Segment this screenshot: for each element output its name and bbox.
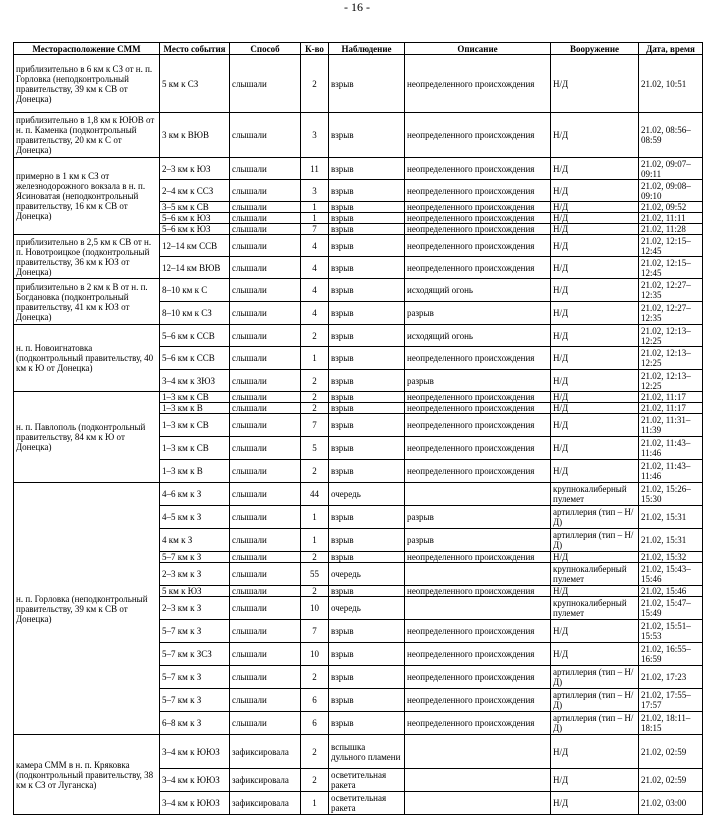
cell-place: 1–3 км к СВ (160, 437, 230, 460)
cell-datetime: 21.02, 15:26–15:30 (639, 483, 703, 506)
cell-place: 4–6 км к З (160, 483, 230, 506)
cell-weapon: артиллерия (тип – Н/Д) (551, 506, 639, 529)
cell-count: 10 (301, 597, 329, 620)
cell-observation: взрыв (329, 643, 405, 666)
cell-weapon: Н/Д (551, 643, 639, 666)
cell-description (405, 735, 551, 769)
cell-observation: взрыв (329, 666, 405, 689)
cell-method: слышали (230, 666, 301, 689)
col-header-datetime: Дата, время (639, 43, 703, 55)
cell-count: 55 (301, 563, 329, 586)
cell-weapon: артиллерия (тип – Н/Д) (551, 529, 639, 552)
cell-weapon: крупнокалиберный пулемет (551, 483, 639, 506)
cell-description: неопределенного происхождения (405, 414, 551, 437)
cell-weapon: Н/Д (551, 370, 639, 392)
table-row (14, 392, 703, 403)
cell-count: 7 (301, 414, 329, 437)
cell-place: 3–4 км к ЮЮЗ (160, 735, 230, 769)
cell-weapon: Н/Д (551, 113, 639, 158)
cell-count: 2 (301, 552, 329, 563)
cell-place: 5 км к СЗ (160, 55, 230, 113)
cell-description: разрыв (405, 506, 551, 529)
cell-place: 5–6 км к ЮЗ (160, 224, 230, 235)
cell-datetime: 21.02, 12:15–12:45 (639, 235, 703, 257)
cell-count: 2 (301, 586, 329, 597)
cell-method: слышали (230, 643, 301, 666)
cell-observation: взрыв (329, 235, 405, 257)
cell-place: 5–6 км к ССВ (160, 325, 230, 347)
cell-method: зафиксировала (230, 735, 301, 769)
cell-datetime: 21.02, 11:17 (639, 403, 703, 414)
cell-datetime: 21.02, 08:56–08:59 (639, 113, 703, 158)
table-row (14, 325, 703, 347)
cell-description: неопределенного происхождения (405, 437, 551, 460)
cell-description (405, 483, 551, 506)
cell-method: слышали (230, 597, 301, 620)
cell-method: слышали (230, 552, 301, 563)
cell-weapon: артиллерия (тип – Н/Д) (551, 712, 639, 735)
cell-weapon: Н/Д (551, 460, 639, 483)
cell-datetime: 21.02, 02:59 (639, 735, 703, 769)
cell-datetime: 21.02, 11:43–11:46 (639, 460, 703, 483)
cell-observation: очередь (329, 483, 405, 506)
cell-count: 3 (301, 180, 329, 202)
cell-method: слышали (230, 437, 301, 460)
cell-observation: взрыв (329, 180, 405, 202)
cell-place: 8–10 км к С (160, 279, 230, 302)
cell-place: 12–14 км ССВ (160, 235, 230, 257)
col-header-observation: Наблюдение (329, 43, 405, 55)
cell-description: неопределенного происхождения (405, 180, 551, 202)
cell-place: 6–8 км к З (160, 712, 230, 735)
cell-datetime: 21.02, 09:07–09:11 (639, 158, 703, 180)
cell-datetime: 21.02, 02:59 (639, 769, 703, 792)
cell-location: н. п. Горловка (неподконтрольный правительству, 39 км к СВ от Донецка) (14, 483, 160, 735)
cell-location: приблизительно в 6 км к СЗ от н. п. Горловка (неподконтрольный правительству, 39 км к СВ от Донецка) (14, 55, 160, 113)
cell-method: слышали (230, 279, 301, 302)
cell-datetime: 21.02, 12:13–12:25 (639, 325, 703, 347)
cell-place: 3–4 км к ЮЮЗ (160, 769, 230, 792)
cell-place: 5 км к ЮЗ (160, 586, 230, 597)
cell-place: 4 км к З (160, 529, 230, 552)
cell-count: 44 (301, 483, 329, 506)
cell-observation: очередь (329, 563, 405, 586)
cell-place: 2–4 км к ССЗ (160, 180, 230, 202)
cell-observation: вспышка дульного пламени (329, 735, 405, 769)
cell-method: зафиксировала (230, 769, 301, 792)
cell-place: 5–7 км к З (160, 620, 230, 643)
col-header-place: Место события (160, 43, 230, 55)
cell-description: разрыв (405, 302, 551, 325)
cell-location: н. п. Павлополь (подконтрольный правительству, 84 км к Ю от Донецка) (14, 392, 160, 483)
cell-description: неопределенного происхождения (405, 689, 551, 712)
cell-method: слышали (230, 563, 301, 586)
cell-datetime: 21.02, 16:55–16:59 (639, 643, 703, 666)
cell-description: неопределенного происхождения (405, 158, 551, 180)
cell-observation: взрыв (329, 213, 405, 224)
cell-description: неопределенного происхождения (405, 202, 551, 213)
cell-place: 1–3 км к В (160, 403, 230, 414)
cell-method: слышали (230, 325, 301, 347)
cell-description: неопределенного происхождения (405, 392, 551, 403)
cell-description: неопределенного происхождения (405, 666, 551, 689)
cell-count: 2 (301, 769, 329, 792)
cell-method: слышали (230, 529, 301, 552)
cell-datetime: 21.02, 12:27–12:35 (639, 302, 703, 325)
cell-count: 2 (301, 666, 329, 689)
cell-count: 1 (301, 202, 329, 213)
cell-method: слышали (230, 712, 301, 735)
cell-weapon: Н/Д (551, 437, 639, 460)
cell-count: 10 (301, 643, 329, 666)
cell-description (405, 563, 551, 586)
cell-weapon: Н/Д (551, 735, 639, 769)
cell-observation: очередь (329, 597, 405, 620)
cell-observation: взрыв (329, 552, 405, 563)
cell-method: слышали (230, 302, 301, 325)
cell-count: 2 (301, 392, 329, 403)
cell-method: слышали (230, 213, 301, 224)
cell-weapon: Н/Д (551, 552, 639, 563)
cell-description: неопределенного происхождения (405, 235, 551, 257)
cell-description: разрыв (405, 529, 551, 552)
cell-weapon: Н/Д (551, 279, 639, 302)
cell-place: 4–5 км к З (160, 506, 230, 529)
cell-count: 1 (301, 213, 329, 224)
cell-weapon: Н/Д (551, 235, 639, 257)
cell-description: неопределенного происхождения (405, 586, 551, 597)
cell-observation: взрыв (329, 392, 405, 403)
cell-place: 3 км к ВЮВ (160, 113, 230, 158)
cell-weapon: крупнокалиберный пулемет (551, 563, 639, 586)
cell-observation: взрыв (329, 620, 405, 643)
cell-datetime: 21.02, 03:00 (639, 792, 703, 815)
cell-place: 5–6 км к ЮЗ (160, 213, 230, 224)
cell-observation: взрыв (329, 437, 405, 460)
cell-description: неопределенного происхождения (405, 113, 551, 158)
cell-count: 1 (301, 347, 329, 370)
cell-datetime: 21.02, 17:23 (639, 666, 703, 689)
table-body (14, 55, 703, 815)
cell-observation: взрыв (329, 460, 405, 483)
cell-description: неопределенного происхождения (405, 643, 551, 666)
cell-place: 5–7 км к ЗСЗ (160, 643, 230, 666)
cell-observation: взрыв (329, 586, 405, 597)
cell-datetime: 21.02, 12:27–12:35 (639, 279, 703, 302)
col-header-location: Месторасположение СММ (14, 43, 160, 55)
cell-description: неопределенного происхождения (405, 257, 551, 279)
cell-observation: взрыв (329, 55, 405, 113)
cell-place: 1–3 км к СВ (160, 392, 230, 403)
cell-method: слышали (230, 370, 301, 392)
cell-count: 6 (301, 689, 329, 712)
cell-method: слышали (230, 483, 301, 506)
table-row (14, 113, 703, 158)
col-header-method: Способ (230, 43, 301, 55)
col-header-description: Описание (405, 43, 551, 55)
cell-observation: взрыв (329, 403, 405, 414)
cell-observation: взрыв (329, 370, 405, 392)
cell-datetime: 21.02, 10:51 (639, 55, 703, 113)
table-row (14, 279, 703, 302)
cell-method: слышали (230, 158, 301, 180)
cell-description: неопределенного происхождения (405, 403, 551, 414)
cell-place: 2–3 км к З (160, 563, 230, 586)
cell-weapon: Н/Д (551, 620, 639, 643)
cell-description: неопределенного происхождения (405, 224, 551, 235)
table-header-row (14, 43, 703, 55)
cell-description: исходящий огонь (405, 279, 551, 302)
cell-observation: взрыв (329, 689, 405, 712)
cell-description: разрыв (405, 370, 551, 392)
table-row (14, 483, 703, 506)
cell-count: 7 (301, 620, 329, 643)
cell-observation: взрыв (329, 257, 405, 279)
cell-observation: осветительная ракета (329, 792, 405, 815)
cell-place: 12–14 км ВЮВ (160, 257, 230, 279)
cell-datetime: 21.02, 15:47–15:49 (639, 597, 703, 620)
table-row (14, 158, 703, 180)
cell-datetime: 21.02, 15:51–15:53 (639, 620, 703, 643)
cell-observation: взрыв (329, 529, 405, 552)
cell-location: примерно в 1 км к СЗ от железнодорожного вокзала в н. п. Ясиноватая (неподконтрольный правительству, 16 км к СВ от Донецка) (14, 158, 160, 235)
cell-weapon: Н/Д (551, 180, 639, 202)
cell-place: 5–7 км к З (160, 689, 230, 712)
cell-method: слышали (230, 392, 301, 403)
cell-datetime: 21.02, 15:46 (639, 586, 703, 597)
cell-method: слышали (230, 224, 301, 235)
cell-method: слышали (230, 347, 301, 370)
cell-description: неопределенного происхождения (405, 552, 551, 563)
cell-observation: взрыв (329, 279, 405, 302)
cell-place: 1–3 км к В (160, 460, 230, 483)
cell-place: 2–3 км к З (160, 597, 230, 620)
cell-location: приблизительно в 1,8 км к ЮЮВ от н. п. Каменка (подконтрольный правительству, 20 км к С от Донецка) (14, 113, 160, 158)
cell-weapon: Н/Д (551, 392, 639, 403)
cell-count: 2 (301, 403, 329, 414)
cell-method: слышали (230, 257, 301, 279)
cell-count: 5 (301, 437, 329, 460)
cell-place: 3–5 км к СВ (160, 202, 230, 213)
cell-place: 3–4 км к ЮЮЗ (160, 792, 230, 815)
cell-method: слышали (230, 180, 301, 202)
cell-weapon: Н/Д (551, 769, 639, 792)
cell-count: 2 (301, 370, 329, 392)
cell-location: приблизительно в 2,5 км к СВ от н. п. Новотроицкое (подконтрольный правительству, 36 км к ЮЗ от Донецка) (14, 235, 160, 279)
cell-count: 1 (301, 529, 329, 552)
cell-datetime: 21.02, 11:11 (639, 213, 703, 224)
cell-observation: взрыв (329, 325, 405, 347)
cell-weapon: Н/Д (551, 414, 639, 437)
cell-method: слышали (230, 403, 301, 414)
cell-count: 4 (301, 302, 329, 325)
cell-datetime: 21.02, 12:13–12:25 (639, 370, 703, 392)
cell-datetime: 21.02, 18:11–18:15 (639, 712, 703, 735)
cell-description: неопределенного происхождения (405, 460, 551, 483)
table-row (14, 55, 703, 113)
cell-place: 5–7 км к З (160, 666, 230, 689)
cell-weapon: Н/Д (551, 202, 639, 213)
cell-weapon: Н/Д (551, 213, 639, 224)
cell-observation: взрыв (329, 414, 405, 437)
cell-count: 4 (301, 257, 329, 279)
cell-weapon: Н/Д (551, 325, 639, 347)
cell-description: неопределенного происхождения (405, 347, 551, 370)
cell-observation: взрыв (329, 202, 405, 213)
cell-weapon: Н/Д (551, 586, 639, 597)
cell-place: 1–3 км к СВ (160, 414, 230, 437)
cell-count: 11 (301, 158, 329, 180)
cell-observation: взрыв (329, 158, 405, 180)
cell-weapon: Н/Д (551, 302, 639, 325)
cell-weapon: Н/Д (551, 158, 639, 180)
table-row (14, 235, 703, 257)
cell-place: 5–6 км к ССВ (160, 347, 230, 370)
cell-count: 2 (301, 55, 329, 113)
cell-datetime: 21.02, 12:15–12:45 (639, 257, 703, 279)
cell-count: 2 (301, 325, 329, 347)
cell-weapon: артиллерия (тип – Н/Д) (551, 666, 639, 689)
cell-method: слышали (230, 113, 301, 158)
cell-datetime: 21.02, 15:31 (639, 529, 703, 552)
cell-weapon: крупнокалиберный пулемет (551, 597, 639, 620)
cell-method: слышали (230, 506, 301, 529)
cell-datetime: 21.02, 17:55–17:57 (639, 689, 703, 712)
cell-observation: взрыв (329, 347, 405, 370)
cell-datetime: 21.02, 12:13–12:25 (639, 347, 703, 370)
cell-place: 5–7 км к З (160, 552, 230, 563)
cell-location: приблизительно в 2 км к В от н. п. Богдановка (подконтрольный правительству, 41 км к ЮЗ от Донецка) (14, 279, 160, 325)
cell-count: 4 (301, 235, 329, 257)
cell-description (405, 597, 551, 620)
cell-weapon: Н/Д (551, 55, 639, 113)
cell-datetime: 21.02, 11:28 (639, 224, 703, 235)
cell-method: слышали (230, 586, 301, 597)
cell-method: слышали (230, 414, 301, 437)
cell-method: зафиксировала (230, 792, 301, 815)
cell-count: 2 (301, 460, 329, 483)
cell-method: слышали (230, 235, 301, 257)
cell-place: 8–10 км к СЗ (160, 302, 230, 325)
cell-description: неопределенного происхождения (405, 213, 551, 224)
cell-count: 2 (301, 735, 329, 769)
cell-count: 7 (301, 224, 329, 235)
cell-datetime: 21.02, 15:43–15:46 (639, 563, 703, 586)
cell-method: слышали (230, 689, 301, 712)
cell-weapon: Н/Д (551, 257, 639, 279)
cell-count: 1 (301, 506, 329, 529)
cell-method: слышали (230, 620, 301, 643)
cell-count: 3 (301, 113, 329, 158)
cell-description: неопределенного происхождения (405, 712, 551, 735)
cell-method: слышали (230, 202, 301, 213)
cell-observation: взрыв (329, 113, 405, 158)
cell-description (405, 792, 551, 815)
cell-observation: осветительная ракета (329, 769, 405, 792)
cell-weapon: Н/Д (551, 403, 639, 414)
cell-observation: взрыв (329, 302, 405, 325)
cell-description: неопределенного происхождения (405, 55, 551, 113)
cell-place: 2–3 км к ЮЗ (160, 158, 230, 180)
cell-datetime: 21.02, 11:31–11:39 (639, 414, 703, 437)
col-header-weapon: Вооружение (551, 43, 639, 55)
cell-location: н. п. Новоигнатовка (подконтрольный правительству, 40 км к Ю от Донецка) (14, 325, 160, 392)
cell-weapon: Н/Д (551, 347, 639, 370)
cell-observation: взрыв (329, 506, 405, 529)
cell-weapon: Н/Д (551, 224, 639, 235)
table-row (14, 735, 703, 769)
cell-datetime: 21.02, 15:32 (639, 552, 703, 563)
cell-description: исходящий огонь (405, 325, 551, 347)
cell-count: 1 (301, 792, 329, 815)
cell-datetime: 21.02, 11:43–11:46 (639, 437, 703, 460)
cell-observation: взрыв (329, 712, 405, 735)
page-number: - 16 - (344, 0, 370, 14)
cell-description (405, 769, 551, 792)
cell-datetime: 21.02, 15:31 (639, 506, 703, 529)
cell-count: 6 (301, 712, 329, 735)
cell-datetime: 21.02, 11:17 (639, 392, 703, 403)
cell-place: 3–4 км к ЗЮЗ (160, 370, 230, 392)
cell-weapon: артиллерия (тип – Н/Д) (551, 689, 639, 712)
cell-method: слышали (230, 460, 301, 483)
cell-description: неопределенного происхождения (405, 620, 551, 643)
cell-datetime: 21.02, 09:08–09:10 (639, 180, 703, 202)
cell-weapon: Н/Д (551, 792, 639, 815)
cell-observation: взрыв (329, 224, 405, 235)
observation-table (13, 42, 703, 815)
cell-count: 4 (301, 279, 329, 302)
cell-method: слышали (230, 55, 301, 113)
cell-datetime: 21.02, 09:52 (639, 202, 703, 213)
cell-location: камера СММ в н. п. Кряковка (подконтрольный правительству, 38 км к СЗ от Луганска) (14, 735, 160, 815)
col-header-count: К-во (301, 43, 329, 55)
